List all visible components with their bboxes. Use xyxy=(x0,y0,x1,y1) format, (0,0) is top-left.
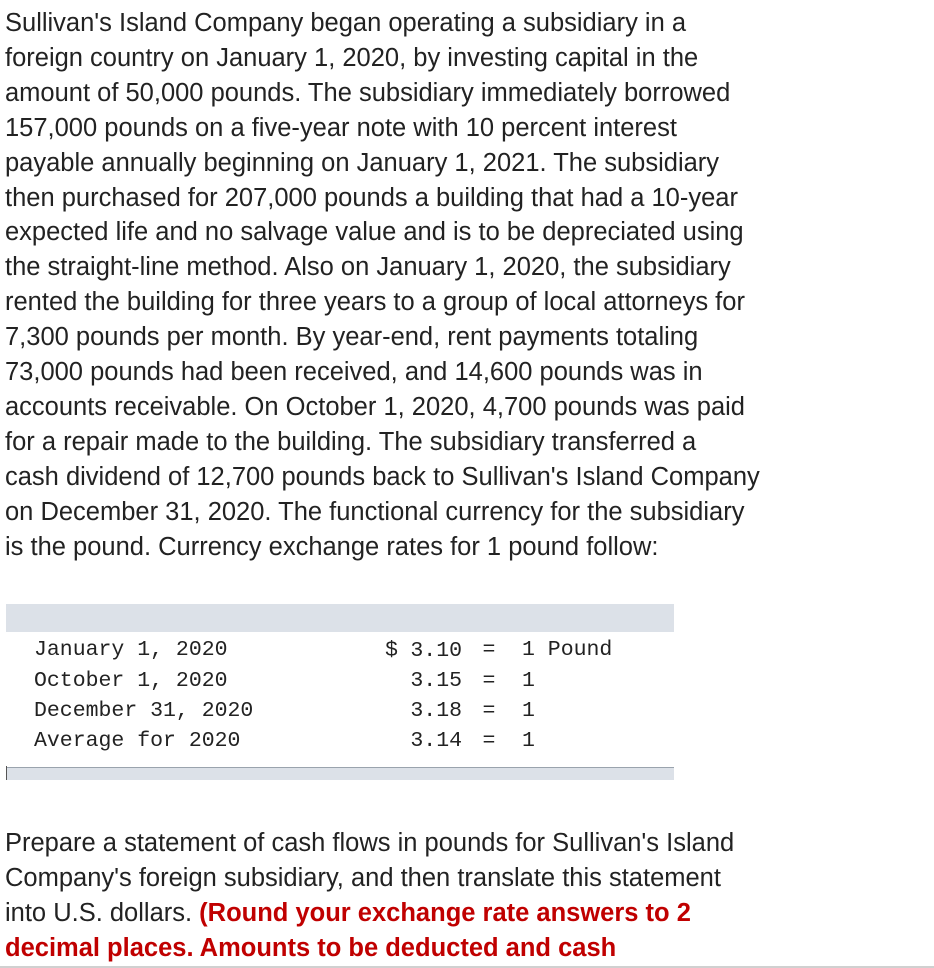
intro-line: the straight-line method. Also on January 1, 2020, the subsidiary xyxy=(5,253,731,282)
rate-date: October 1, 2020 xyxy=(34,669,228,693)
rate-unit: 1 xyxy=(522,699,535,723)
table-row xyxy=(34,634,662,666)
rate-date: December 31, 2020 xyxy=(34,699,254,723)
rate-date: Average for 2020 xyxy=(34,729,241,753)
table-row xyxy=(34,666,662,696)
prompt-line xyxy=(5,896,933,931)
rate-amount xyxy=(372,696,462,726)
intro-line: then purchased for 207,000 pounds a building that had a 10-year xyxy=(5,183,738,212)
rate-value: 3.10 xyxy=(410,639,462,663)
table-footer-edge xyxy=(6,766,7,780)
equals-sign: = xyxy=(482,669,496,693)
rounding-instruction: (Round your exchange rate answers to 2 xyxy=(199,898,691,927)
table-row xyxy=(34,726,662,756)
intro-line: amount of 50,000 pounds. The subsidiary immediately borrowed xyxy=(5,78,731,107)
dollar-sign: $ xyxy=(385,637,398,661)
rounding-instruction-continued: decimal places. Amounts to be deducted and cash xyxy=(5,933,617,962)
intro-line: expected life and no salvage value and is to be depreciated using xyxy=(5,218,744,247)
intro-line: payable annually beginning on January 1, 2021. The subsidiary xyxy=(5,148,720,177)
intro-line: accounts receivable. On October 1, 2020, 4,700 pounds was paid xyxy=(5,392,745,421)
rate-value: 3.14 xyxy=(410,729,462,753)
rate-amount xyxy=(372,726,462,756)
problem-description xyxy=(5,6,933,565)
intro-line: foreign country on January 1, 2020, by investing capital in the xyxy=(5,43,699,72)
intro-line: 73,000 pounds had been received, and 14,600 pounds was in xyxy=(5,358,703,387)
exchange-rate-table xyxy=(6,604,674,780)
intro-line: 7,300 pounds per month. By year-end, rent payments totaling xyxy=(5,323,699,352)
equals-sign: = xyxy=(482,699,496,723)
intro-line: 157,000 pounds on a five-year note with 10 percent interest xyxy=(5,113,677,142)
table-row xyxy=(34,696,662,726)
intro-line: for a repair made to the building. The subsidiary transferred a xyxy=(5,427,697,456)
prompt-line: Prepare a statement of cash flows in pounds for Sullivan's Island xyxy=(5,829,735,857)
intro-line: is the pound. Currency exchange rates for 1 pound follow: xyxy=(5,532,659,561)
intro-line: Sullivan's Island Company began operating a subsidiary in a xyxy=(5,9,687,37)
rate-amount xyxy=(372,666,462,696)
rate-value: 3.18 xyxy=(410,699,462,723)
equals-sign: = xyxy=(482,638,496,662)
prompt-text: into U.S. dollars. xyxy=(5,898,200,927)
intro-line: rented the building for three years to a group of local attorneys for xyxy=(5,288,745,317)
instructions xyxy=(5,826,933,966)
rate-amount xyxy=(372,634,462,666)
table-header-bar xyxy=(6,604,674,632)
intro-line: cash dividend of 12,700 pounds back to Sullivan's Island Company xyxy=(5,462,760,491)
prompt-line: Company's foreign subsidiary, and then translate this statement xyxy=(5,863,721,892)
rate-unit: 1 Pound xyxy=(522,638,613,662)
rate-unit: 1 xyxy=(522,729,535,753)
table-footer-bar xyxy=(6,767,674,780)
equals-sign: = xyxy=(482,729,496,753)
rate-unit: 1 xyxy=(522,669,535,693)
exchange-rate-grid xyxy=(34,634,662,756)
rate-date: January 1, 2020 xyxy=(34,638,228,662)
intro-line: on December 31, 2020. The functional currency for the subsidiary xyxy=(5,497,745,526)
rate-value: 3.15 xyxy=(410,669,462,693)
